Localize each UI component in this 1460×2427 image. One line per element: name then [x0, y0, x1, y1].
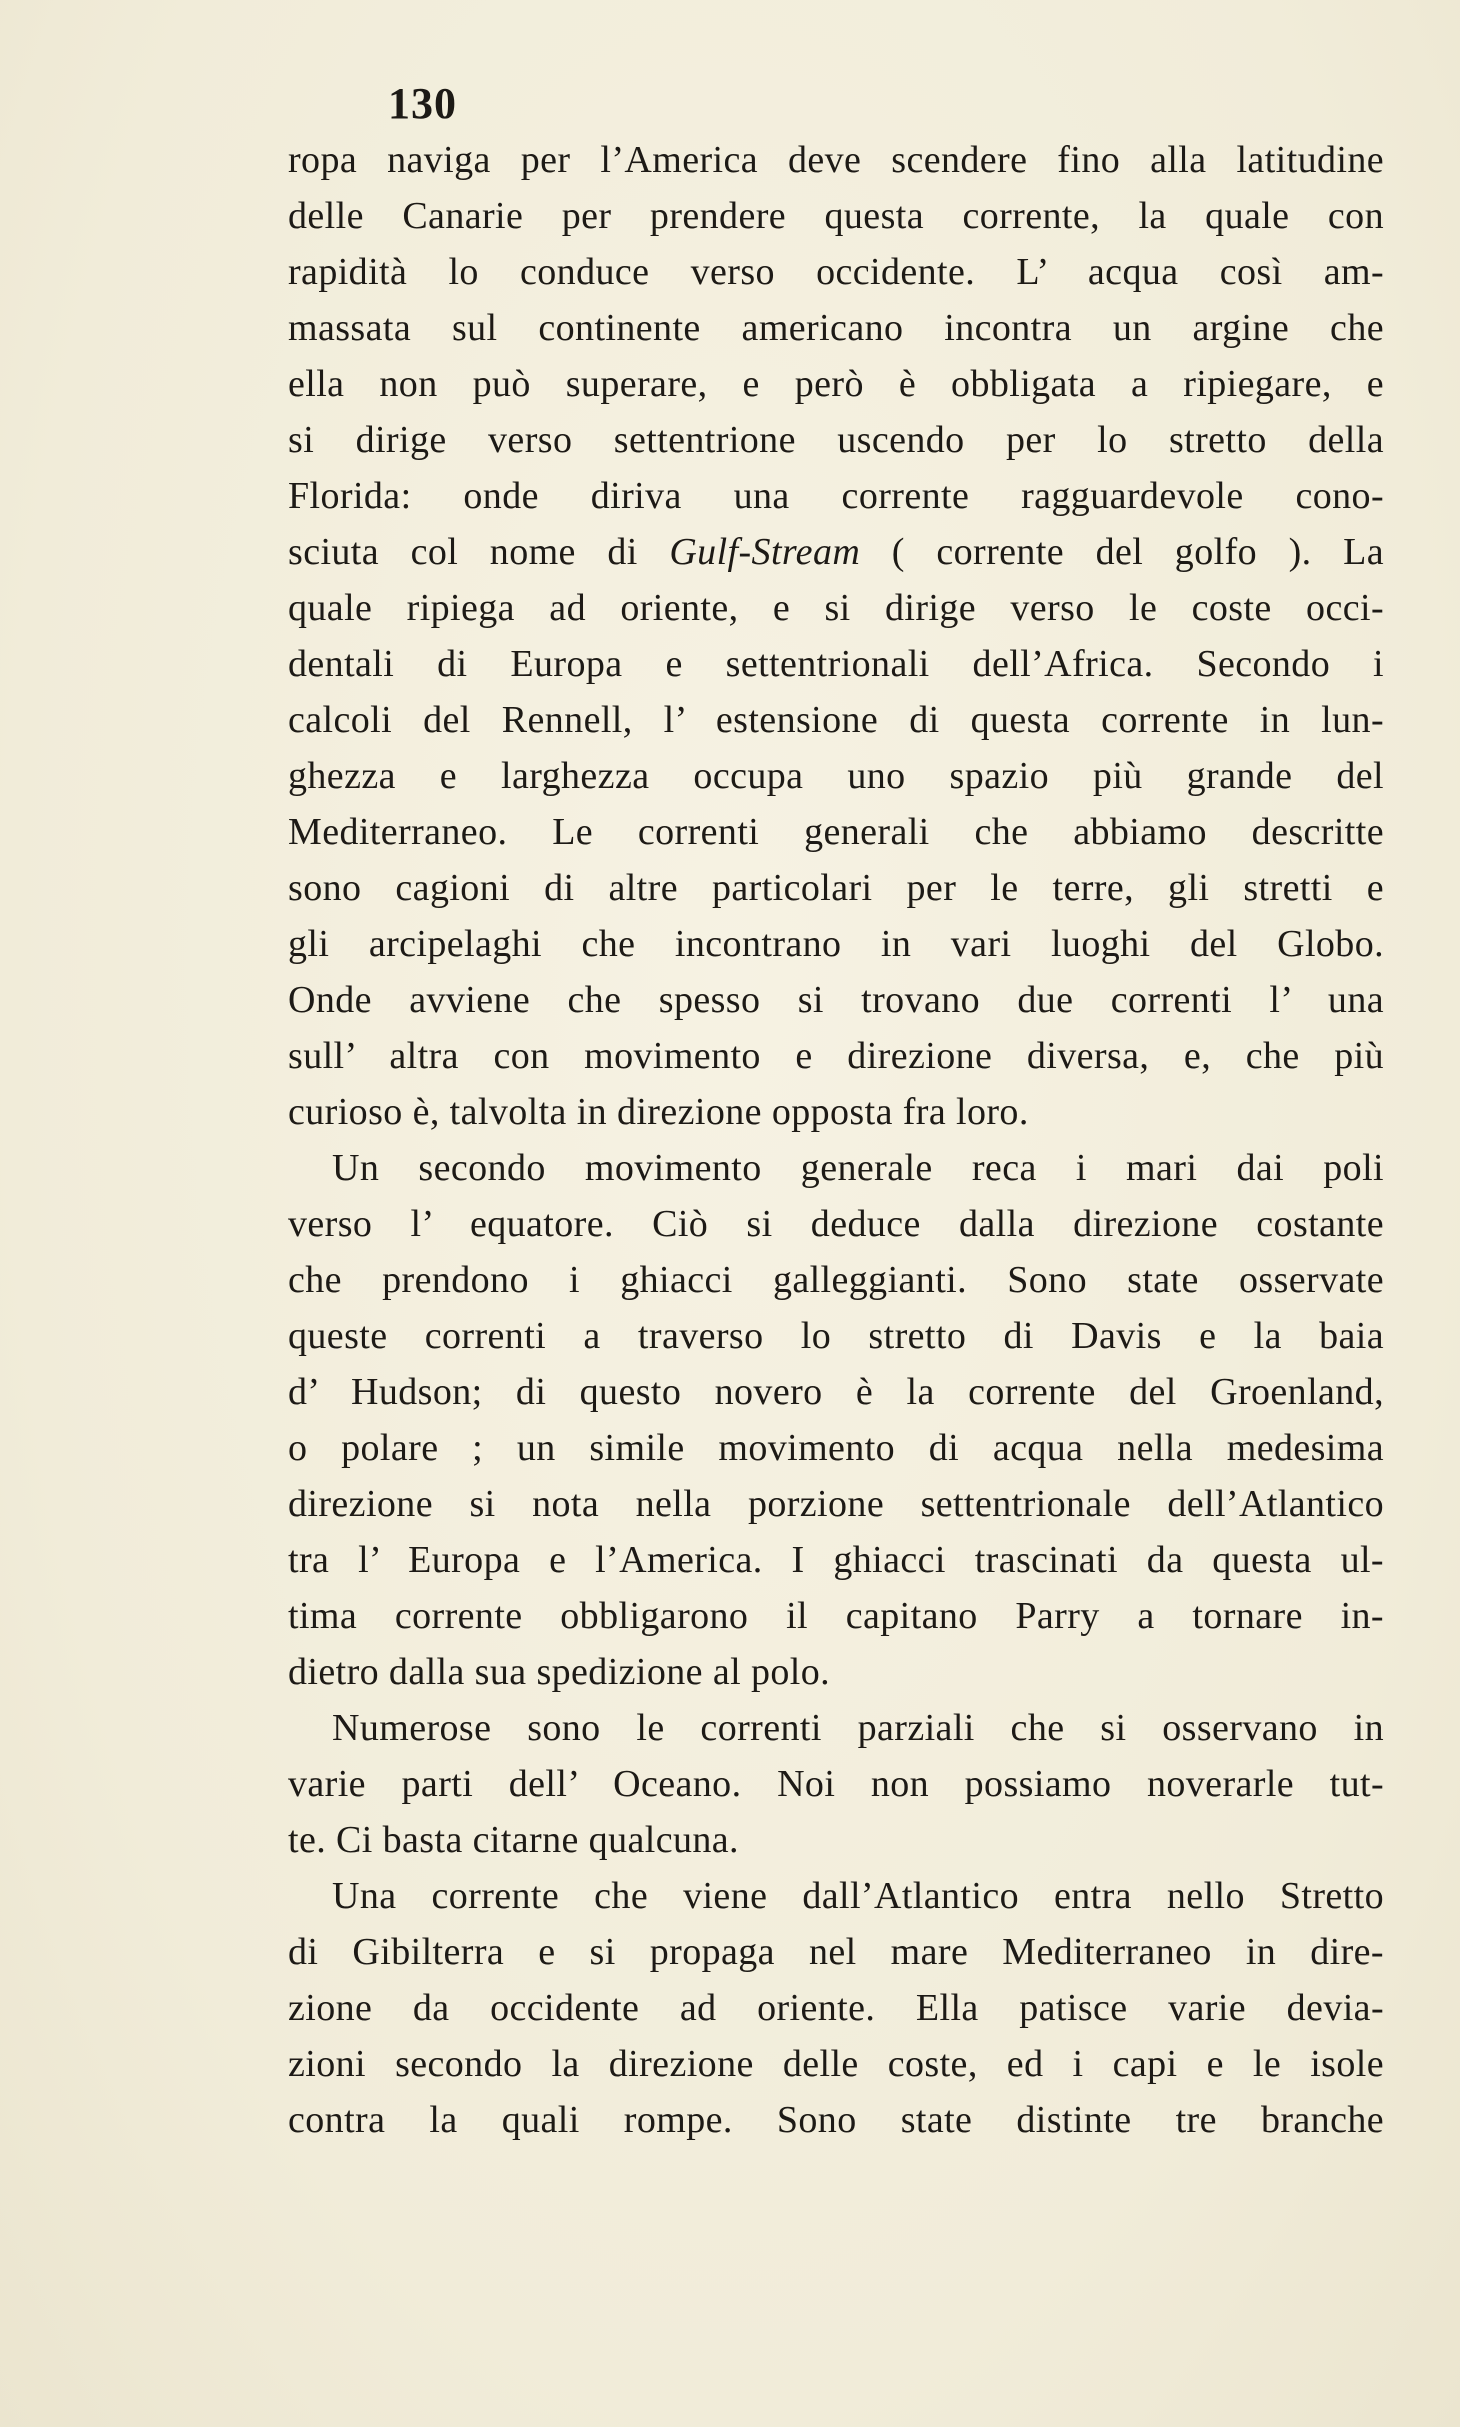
body-text	[288, 132, 1384, 2148]
text-line: gli arcipelaghi che incontrano in vari luoghi del Globo.	[288, 923, 1384, 965]
text-line: ghezza e larghezza occupa uno spazio più grande del	[288, 755, 1384, 797]
text-line: zioni secondo la direzione delle coste, ed i capi e le isole	[288, 2043, 1384, 2085]
text-line: curioso è, talvolta in direzione opposta fra loro.	[288, 1091, 1029, 1133]
text-line: ropa naviga per l’America deve scendere fino alla latitudine	[288, 139, 1384, 181]
text-line: Mediterraneo. Le correnti generali che abbiamo descritte	[288, 811, 1384, 853]
text-line: quale ripiega ad oriente, e si dirige verso le coste occi-	[288, 587, 1384, 629]
text-line: Una corrente che viene dall’Atlantico entra nello Stretto	[332, 1875, 1384, 1917]
text-line: dentali di Europa e settentrionali dell’Africa. Secondo i	[288, 643, 1384, 685]
text-line: massata sul continente americano incontra un argine che	[288, 307, 1384, 349]
text-line: Un secondo movimento generale reca i mari dai poli	[332, 1147, 1384, 1189]
text-line: te. Ci basta citarne qualcuna.	[288, 1819, 739, 1861]
text-line: contra la quali rompe. Sono state distinte tre branche	[288, 2099, 1384, 2141]
text-line: che prendono i ghiacci galleggianti. Sono state osservate	[288, 1259, 1384, 1301]
text-line: Onde avviene che spesso si trovano due correnti l’ una	[288, 979, 1384, 1021]
text-line: dietro dalla sua spedizione al polo.	[288, 1651, 831, 1693]
text-line: di Gibilterra e si propaga nel mare Mediterraneo in dire-	[288, 1931, 1384, 1973]
text-line: queste correnti a traverso lo stretto di Davis e la baia	[288, 1315, 1384, 1357]
text-line: sono cagioni di altre particolari per le terre, gli stretti e	[288, 867, 1384, 909]
text-line: Numerose sono le correnti parziali che si osservano in	[332, 1707, 1384, 1749]
text-line: rapidità lo conduce verso occidente. L’ acqua così am-	[288, 251, 1384, 293]
text-line: o polare ; un simile movimento di acqua nella medesima	[288, 1427, 1384, 1469]
text-line: varie parti dell’ Oceano. Noi non possiamo noverarle tut-	[288, 1763, 1384, 1805]
page-number: 130	[388, 79, 457, 128]
text-line: delle Canarie per prendere questa corrente, la quale con	[288, 195, 1384, 237]
text-line: sull’ altra con movimento e direzione diversa, e, che più	[288, 1035, 1384, 1077]
text-line: direzione si nota nella porzione settentrionale dell’Atlantico	[288, 1483, 1384, 1525]
text-line: Florida: onde diriva una corrente ragguardevole cono-	[288, 475, 1384, 517]
text-line: calcoli del Rennell, l’ estensione di questa corrente in lun-	[288, 699, 1384, 741]
text-line-part: ( corrente del golfo ). La	[860, 531, 1384, 573]
italic-term: Gulf-Stream	[669, 531, 861, 573]
text-line-part: sciuta col nome di	[288, 531, 670, 573]
text-line: si dirige verso settentrione uscendo per lo stretto della	[288, 419, 1384, 461]
text-line: verso l’ equatore. Ciò si deduce dalla direzione costante	[288, 1203, 1384, 1245]
text-line: tima corrente obbligarono il capitano Parry a tornare in-	[288, 1595, 1384, 1637]
text-line	[288, 524, 1384, 580]
text-line: zione da occidente ad oriente. Ella patisce varie devia-	[288, 1987, 1384, 2029]
text-line: tra l’ Europa e l’America. I ghiacci trascinati da questa ul-	[288, 1539, 1384, 1581]
text-line: ella non può superare, e però è obbligata a ripiegare, e	[288, 363, 1384, 405]
text-line: d’ Hudson; di questo novero è la corrente del Groenland,	[288, 1371, 1384, 1413]
